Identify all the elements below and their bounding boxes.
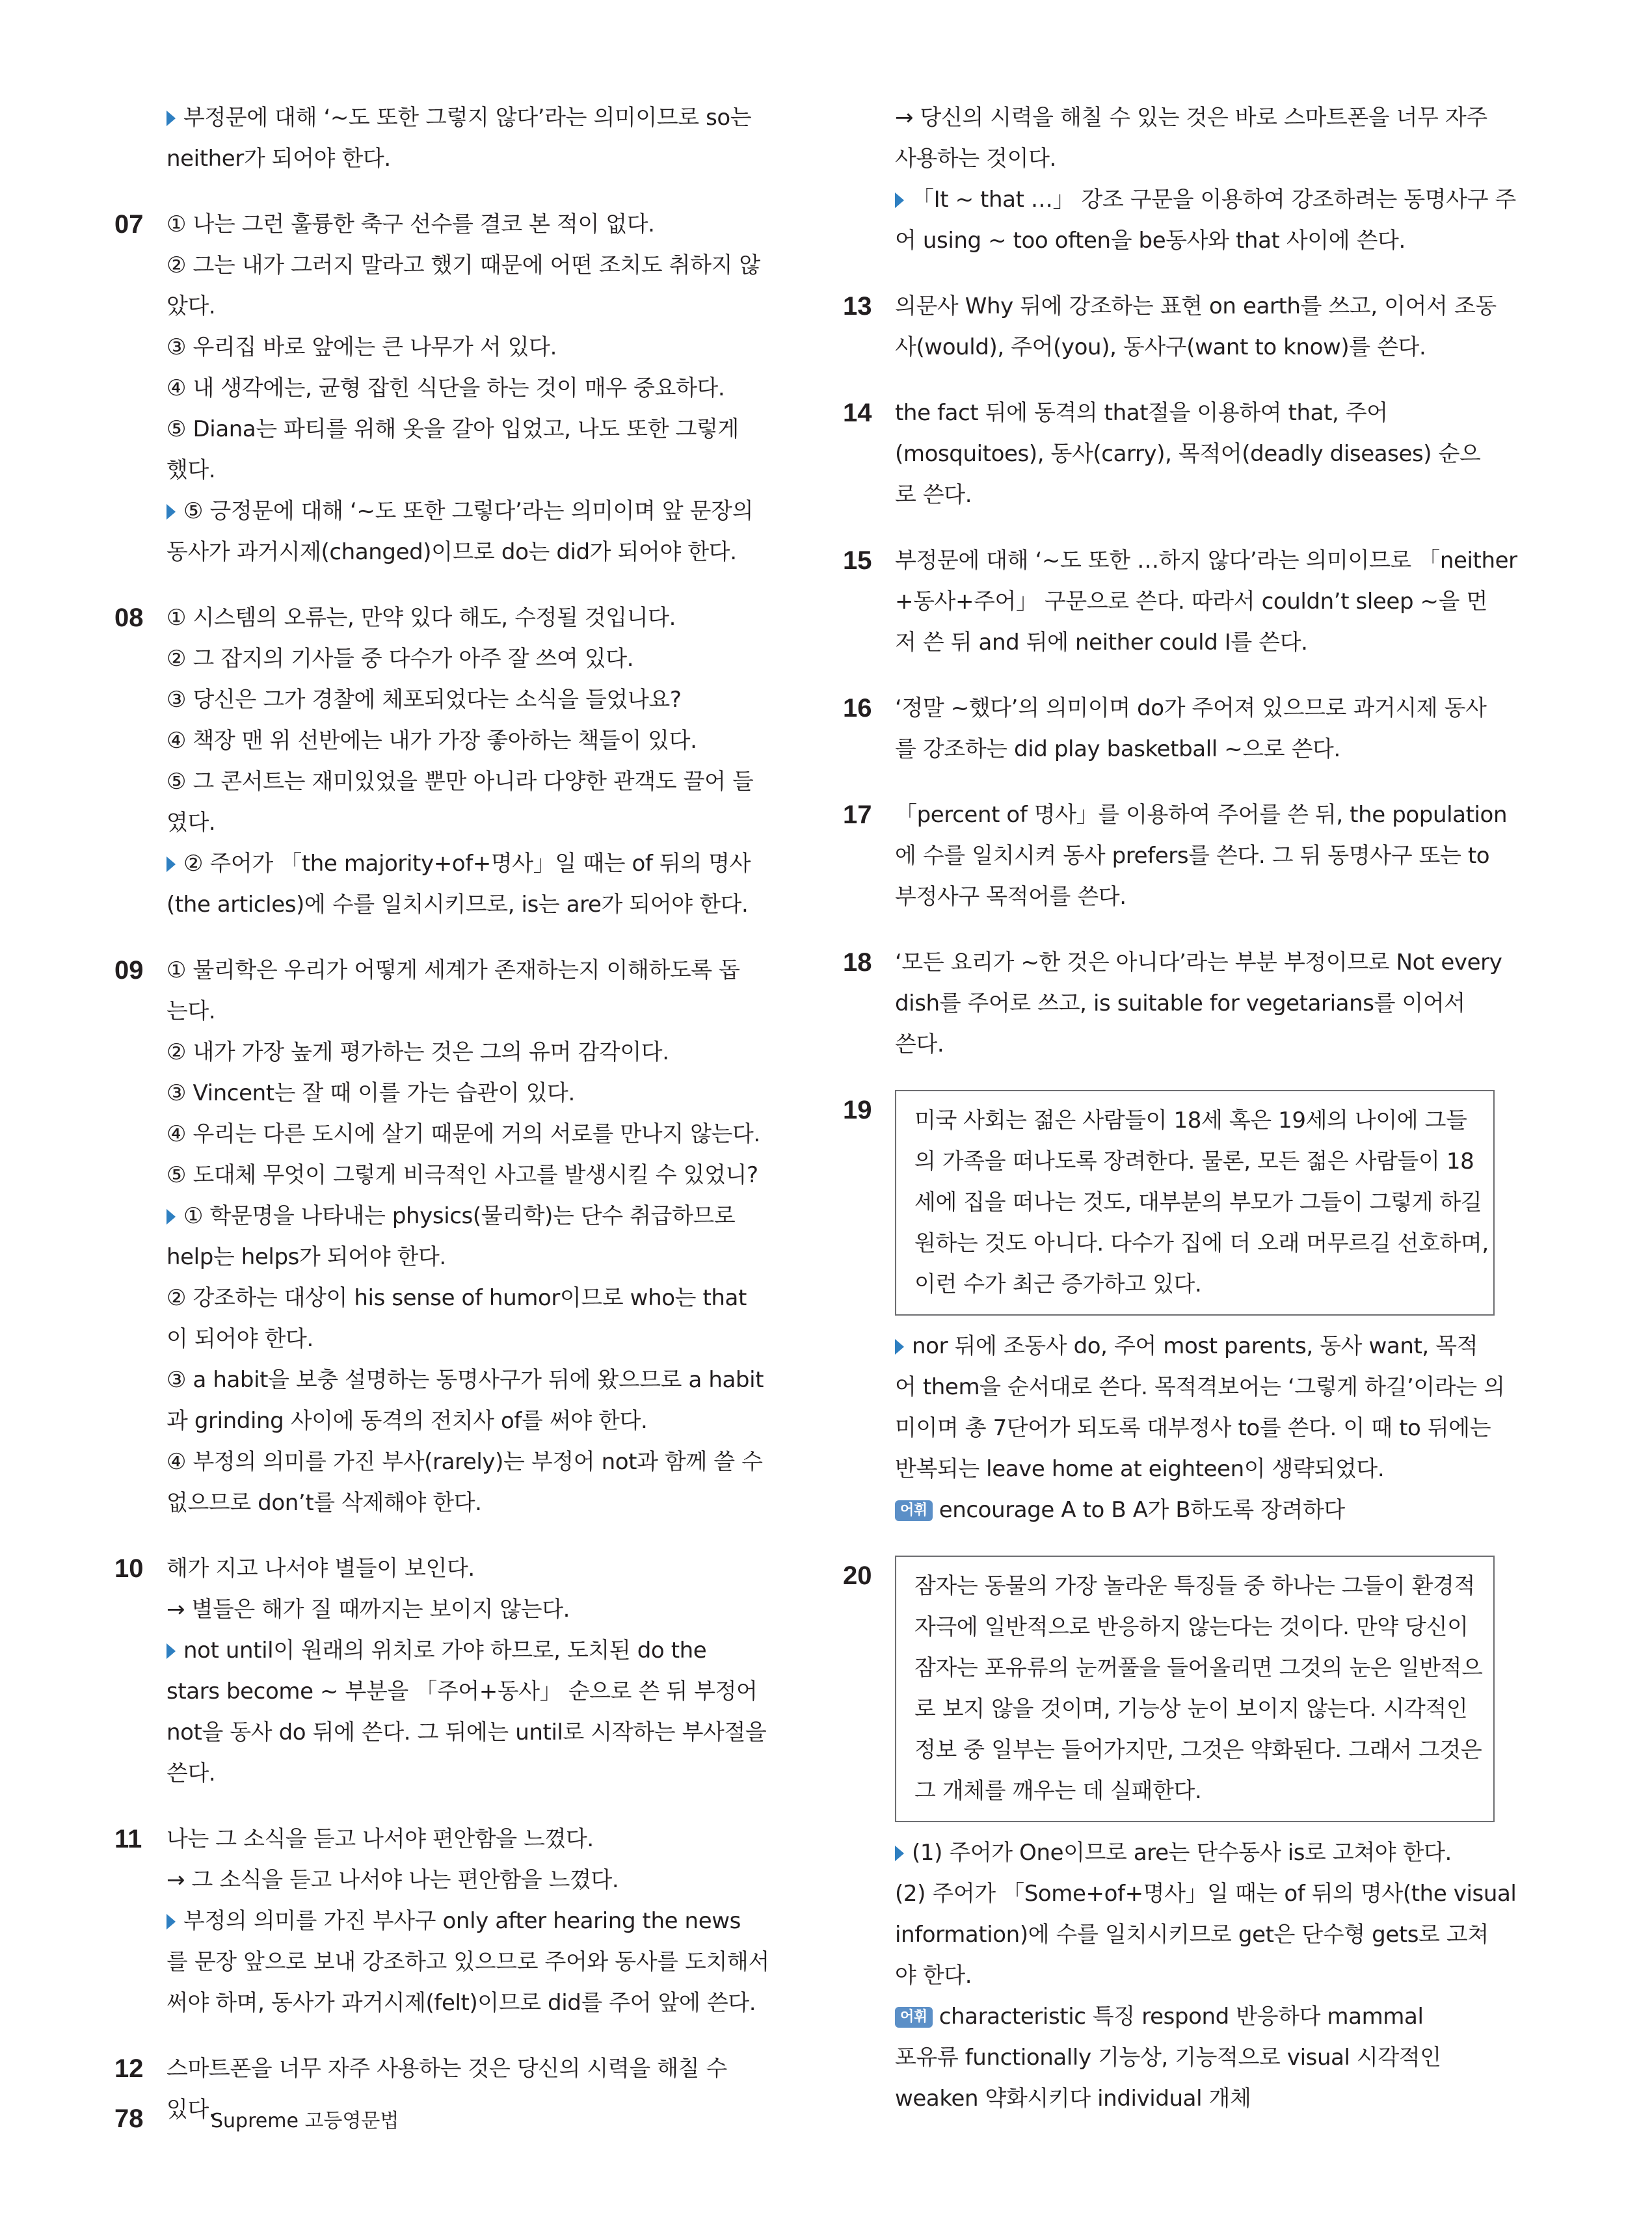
line-text: 의 가족을 떠나도록 장려한다. 물론, 모든 젊은 사람들이 18: [914, 1148, 1474, 1174]
line-text: 부정의 의미를 가진 부사구 only after hearing the news: [183, 1908, 741, 1934]
line-text: 사용하는 것이다.: [895, 146, 1056, 172]
line-text: → 그 소식을 듣고 나서야 나는 편안함을 느꼈다.: [167, 1867, 619, 1893]
line-text: 해가 지고 나서야 별들이 보인다.: [167, 1556, 475, 1582]
text-line: [167, 1319, 766, 1360]
line-text: ④ 책장 맨 위 선반에는 내가 가장 좋아하는 책들이 있다.: [167, 728, 697, 754]
text-line: [895, 1408, 1495, 1449]
line-text: 나는 그 소식을 듣고 나서야 편안함을 느꼈다.: [167, 1826, 594, 1852]
arrow-icon: [895, 1846, 904, 1861]
text-line: [895, 98, 1495, 139]
line-text: 로 보지 않을 것이며, 기능상 눈이 보이지 않는다. 시각적인: [914, 1696, 1468, 1722]
text-line: [167, 991, 766, 1032]
vocab-line: 포유류 functionally 기능상, 기능적으로 visual 시각적인: [895, 2045, 1441, 2071]
text-line: [895, 540, 1517, 581]
text-line: [895, 622, 1495, 663]
line-text: ④ 부정의 의미를 가진 부사(rarely)는 부정어 not과 함께 쓸 수: [167, 1449, 763, 1475]
translation-line: [914, 1100, 1476, 1141]
right-intro: [843, 98, 1516, 261]
line-text: ④ 내 생각에는, 균형 잡힌 식단을 하는 것이 매우 중요하다.: [167, 375, 725, 401]
line-text: ③ 우리집 바로 앞에는 큰 나무가 서 있다.: [167, 334, 557, 360]
text-line: [895, 1956, 1495, 1996]
line-text: ‘모든 요리가 ~한 것은 아니다’라는 부분 부정이므로 Not every: [895, 949, 1502, 975]
left-column: [114, 98, 769, 2155]
line-text: ① 물리학은 우리가 어떻게 세계가 존재하는지 이해하도록 돕: [167, 957, 740, 983]
line-text: ‘정말 ~했다’의 의미이며 do가 주어져 있으므로 과거시제 동사: [895, 695, 1487, 721]
line-text: 과 grinding 사이에 동격의 전치사 of를 써야 한다.: [167, 1408, 648, 1434]
line-text: 잠자는 동물의 가장 놀라운 특징들 중 하나는 그들이 환경적: [914, 1573, 1475, 1599]
text-line: [167, 98, 766, 139]
item-number: 20: [843, 1561, 872, 1590]
line-text: 「percent of 명사」를 이용하여 주어를 쓴 뒤, the population: [895, 802, 1508, 828]
text-line: [895, 1915, 1495, 1956]
translation-line: [914, 1607, 1476, 1648]
text-line: [167, 1073, 766, 1114]
line-text: ② 그 잡지의 기사들 중 다수가 아주 잘 쓰여 있다.: [167, 646, 634, 672]
item-number: 13: [843, 292, 872, 321]
line-text: 자극에 일반적으로 반응하지 않는다는 것이다. 만약 당신이: [914, 1614, 1469, 1640]
text-line: [167, 368, 766, 409]
vocab-line: [895, 1996, 1495, 2037]
answer-item-08: [114, 598, 766, 925]
arrow-icon: [167, 856, 176, 872]
line-text: 정보 중 일부는 들어가지만, 그것은 약화된다. 그래서 그것은: [914, 1737, 1482, 1763]
line-text: ⑤ 긍정문에 대해 ‘~도 또한 그렇다’라는 의미이며 앞 문장의: [183, 498, 754, 524]
line-text: help는 helps가 되어야 한다.: [167, 1244, 446, 1270]
text-line: [895, 983, 1495, 1024]
item-number: 16: [843, 694, 872, 723]
line-text: 세에 집을 떠나는 것도, 대부분의 부모가 그들이 그렇게 하길: [914, 1189, 1482, 1215]
line-text: 「It ~ that …」 강조 구문을 이용하여 강조하려는 동명사구 주: [912, 187, 1516, 213]
line-text: 동사가 과거시제(changed)이므로 do는 did가 되어야 한다.: [167, 539, 737, 565]
text-line: [167, 1237, 766, 1278]
line-text: 의문사 Why 뒤에 강조하는 표현 on earth를 쓰고, 이어서 조동: [895, 293, 1497, 319]
text-line: [167, 802, 766, 843]
text-line: [167, 1630, 766, 1671]
answer-item-20: [843, 1556, 1517, 2119]
translation-line: [914, 1730, 1482, 1771]
line-text: 써야 하며, 동사가 과거시제(felt)이므로 did를 주어 앞에 쓴다.: [167, 1990, 756, 2016]
answer-item-17: [843, 795, 1508, 918]
answer-item-15: [843, 540, 1517, 663]
line-text: ③ Vincent는 잘 때 이를 가는 습관이 있다.: [167, 1080, 575, 1106]
line-text: 를 강조하는 did play basketball ~으로 쓴다.: [895, 736, 1340, 762]
vocab-text: characteristic 특징 respond 반응하다 mammal: [939, 2004, 1424, 2030]
text-line: [895, 327, 1495, 368]
text-line: [167, 884, 766, 925]
line-text: ② 그는 내가 그러지 말라고 했기 때문에 어떤 조치도 취하지 않: [167, 252, 760, 278]
item-number: 12: [114, 2054, 144, 2083]
line-text: 부정사구 목적어를 쓴다.: [895, 884, 1126, 910]
line-text: 있다.: [167, 2097, 216, 2123]
vocab-tag: 어휘: [895, 2007, 933, 2028]
answer-item-10: [114, 1548, 766, 1794]
item-number: 19: [843, 1096, 872, 1124]
line-text: (the articles)에 수를 일치시키므로, is는 are가 되어야 한다.: [167, 892, 749, 918]
text-line: [167, 450, 766, 491]
line-text: +동사+주어」 구문으로 쓴다. 따라서 couldn’t sleep ~을 먼: [895, 589, 1487, 615]
text-line: [167, 532, 766, 573]
line-text: 어 them을 순서대로 쓴다. 목적격보어는 ‘그렇게 하길’이라는 의: [895, 1374, 1505, 1400]
left-intro: [114, 98, 766, 179]
text-line: [895, 286, 1495, 327]
item-number: 18: [843, 948, 872, 977]
translation-line: [914, 1223, 1489, 1264]
line-text: ① 나는 그런 훌륭한 축구 선수를 결코 본 적이 없다.: [167, 211, 655, 237]
item-number: 17: [843, 801, 872, 829]
line-text: ③ 당신은 그가 경찰에 체포되었다는 소식을 들었나요?: [167, 687, 682, 713]
line-text: ⑤ 도대체 무엇이 그렇게 비극적인 사고를 발생시킬 수 있었니?: [167, 1162, 758, 1188]
translation-box: [895, 1556, 1495, 1822]
answer-item-09: [114, 950, 766, 1524]
line-text: 에 수를 일치시켜 동사 prefers를 쓴다. 그 뒤 동명사구 또는 to: [895, 843, 1490, 869]
arrow-icon: [167, 1209, 176, 1225]
text-line: [895, 1326, 1495, 1367]
text-line: [167, 639, 766, 680]
answer-item-07: [114, 204, 766, 573]
line-text: nor 뒤에 조동사 do, 주어 most parents, 동사 want, 목적: [912, 1333, 1478, 1359]
line-text: 어 using ~ too often을 be동사와 that 사이에 쓴다.: [895, 228, 1406, 254]
item-number: 09: [114, 956, 144, 985]
text-line: [167, 1442, 766, 1483]
text-line: [895, 1367, 1505, 1408]
text-line: [167, 327, 766, 368]
line-text: 미국 사회는 젊은 사람들이 18세 혹은 19세의 나이에 그들: [914, 1107, 1467, 1134]
line-text: ② 내가 가장 높게 평가하는 것은 그의 유머 감각이다.: [167, 1039, 669, 1065]
line-text: 쓴다.: [167, 1760, 216, 1786]
arrow-icon: [167, 504, 176, 520]
translation-line: [914, 1264, 1476, 1305]
line-text: 사(would), 주어(you), 동사구(want to know)를 쓴다.: [895, 334, 1426, 360]
text-line: [167, 1032, 766, 1073]
line-text: 는다.: [167, 998, 216, 1024]
line-text: 이 되어야 한다.: [167, 1326, 313, 1352]
text-line: [167, 1589, 766, 1630]
line-text: 로 쓴다.: [895, 482, 972, 508]
line-text: information)에 수를 일치시키므로 get은 단수형 gets로 고쳐: [895, 1922, 1489, 1948]
line-text: not until이 원래의 위치로 가야 하므로, 도치된 do the: [183, 1638, 707, 1664]
text-line: [167, 2049, 766, 2089]
text-line: [167, 762, 766, 802]
translation-line: [914, 1689, 1476, 1730]
text-line: [895, 1833, 1495, 1874]
text-line: [895, 139, 1495, 179]
line-text: 저 쓴 뒤 and 뒤에 neither could I를 쓴다.: [895, 630, 1308, 656]
left-items: [114, 204, 769, 2130]
text-line: [895, 475, 1495, 516]
text-line: [167, 1819, 766, 1860]
line-text: ② 주어가 「the majority+of+명사」일 때는 of 뒤의 명사: [183, 851, 751, 877]
line-text: → 당신의 시력을 해칠 수 있는 것은 바로 스마트폰을 너무 자주: [895, 105, 1487, 131]
text-line: [167, 1114, 766, 1155]
line-text: 였다.: [167, 810, 216, 836]
line-text: (1) 주어가 One이므로 are는 단수동사 is로 고쳐야 한다.: [912, 1840, 1452, 1866]
text-line: [895, 179, 1516, 220]
line-text: (mosquitoes), 동사(carry), 목적어(deadly diseases) 순으: [895, 441, 1481, 467]
text-line: [895, 729, 1495, 770]
line-text: (2) 주어가 「Some+of+명사」일 때는 of 뒤의 명사(the visual: [895, 1881, 1517, 1907]
line-text: not을 동사 do 뒤에 쓴다. 그 뒤에는 until로 시작하는 부사절을: [167, 1719, 767, 1745]
text-line: [895, 1449, 1495, 1490]
arrow-icon: [167, 111, 176, 126]
line-text: 잠자는 포유류의 눈꺼풀을 들어올리면 그것의 눈은 일반적으: [914, 1655, 1483, 1681]
line-text: 반복되는 leave home at eighteen이 생략되었다.: [895, 1456, 1385, 1482]
item-number: 10: [114, 1554, 144, 1583]
text-line: [895, 877, 1495, 918]
text-line: [167, 1196, 766, 1237]
line-text: 쓴다.: [895, 1031, 944, 1057]
text-line: [167, 721, 766, 762]
text-line: [167, 1278, 766, 1319]
text-line: [895, 1874, 1517, 1915]
text-line: [167, 1483, 766, 1524]
text-line: [167, 1942, 769, 1983]
line-text: ① 시스템의 오류는, 만약 있다 해도, 수정될 것입니다.: [167, 605, 676, 631]
line-text: 그 개체를 깨우는 데 실패한다.: [914, 1778, 1202, 1804]
line-text: 야 한다.: [895, 1963, 972, 1989]
arrow-icon: [895, 192, 904, 208]
line-text: ② 강조하는 대상이 his sense of humor이므로 who는 that: [167, 1285, 747, 1311]
item-number: 11: [114, 1825, 142, 1853]
vocab-tag: 어휘: [895, 1500, 933, 1521]
arrow-icon: [895, 1339, 904, 1355]
text-line: [167, 139, 766, 179]
arrow-icon: [167, 1914, 176, 1930]
text-line: [167, 950, 766, 991]
text-line: [895, 220, 1495, 261]
line-text: dish를 주어로 쓰고, is suitable for vegetarians를 이어서: [895, 990, 1465, 1016]
line-text: 부정문에 대해 ‘~도 또한 …하지 않다’라는 의미이므로 「neither: [895, 548, 1517, 574]
line-text: ⑤ 그 콘서트는 재미있었을 뿐만 아니라 다양한 관객도 끌어 들: [167, 769, 754, 795]
arrow-icon: [167, 1643, 176, 1659]
book-title: Supreme 고등영문법: [211, 2110, 399, 2132]
translation-box: [895, 1090, 1495, 1316]
text-line: [167, 1155, 766, 1196]
page-number: 78: [114, 2104, 144, 2133]
translation-line: [914, 1141, 1476, 1182]
text-line: [167, 1753, 766, 1794]
text-line: [167, 598, 766, 639]
answer-item-14: [843, 393, 1495, 516]
translation-line: [914, 1648, 1483, 1689]
text-line: [167, 680, 766, 721]
line-text: ⑤ Diana는 파티를 위해 옷을 갈아 입었고, 나도 또한 그렇게: [167, 416, 739, 442]
right-column: [843, 98, 1517, 2144]
text-line: [167, 491, 766, 532]
answer-item-16: [843, 688, 1495, 770]
text-line: [167, 1401, 766, 1442]
text-line: [895, 393, 1495, 434]
text-line: [167, 1671, 766, 1712]
translation-line: [914, 1566, 1476, 1607]
text-line: [895, 836, 1495, 877]
line-text: ③ a habit을 보충 설명하는 동명사구가 뒤에 왔으므로 a habit: [167, 1367, 764, 1393]
line-text: 했다.: [167, 457, 216, 483]
text-line: [167, 843, 766, 884]
text-line: [167, 1901, 766, 1942]
line-text: 부정문에 대해 ‘~도 또한 그렇지 않다’라는 의미이므로 so는: [183, 105, 752, 131]
text-line: [895, 581, 1495, 622]
line-text: 를 문장 앞으로 보내 강조하고 있으므로 주어와 동사를 도치해서: [167, 1949, 769, 1975]
vocab-text: encourage A to B A가 B하도록 장려하다: [939, 1497, 1345, 1523]
text-line: [895, 1024, 1495, 1065]
vocab-line: weaken 약화시키다 individual 개체: [895, 2086, 1251, 2112]
text-line: [895, 795, 1508, 836]
line-text: neither가 되어야 한다.: [167, 146, 391, 172]
text-line: [895, 434, 1495, 475]
text-line: [167, 409, 766, 450]
line-text: ④ 우리는 다른 도시에 살기 때문에 거의 서로를 만나지 않는다.: [167, 1121, 760, 1147]
line-text: stars become ~ 부분을 「주어+동사」 순으로 쓴 뒤 부정어: [167, 1678, 758, 1704]
answer-item-13: [843, 286, 1495, 368]
page-footer: [114, 2104, 399, 2134]
answer-item-11: [114, 1819, 769, 2024]
item-number: 08: [114, 603, 144, 632]
line-text: 원하는 것도 아니다. 다수가 집에 더 오래 머무르길 선호하며,: [914, 1230, 1489, 1256]
answer-item-19: [843, 1090, 1505, 1531]
answer-item-18: [843, 942, 1502, 1065]
line-text: → 별들은 해가 질 때까지는 보이지 않는다.: [167, 1597, 570, 1623]
line-text: 없으므로 don’t를 삭제해야 한다.: [167, 1490, 482, 1516]
text-line: [167, 1983, 766, 2024]
line-text: 았다.: [167, 293, 216, 319]
line-text: 스마트폰을 너무 자주 사용하는 것은 당신의 시력을 해칠 수: [167, 2056, 727, 2082]
translation-line: [914, 1182, 1482, 1223]
item-number: 15: [843, 546, 872, 575]
text-line: [895, 688, 1495, 729]
text-line: [895, 942, 1502, 983]
item-number: 07: [114, 210, 144, 239]
right-items: [843, 286, 1517, 1065]
item-number: 14: [843, 399, 872, 427]
text-line: [167, 1860, 766, 1901]
vocab-line: [895, 1490, 1495, 1531]
translation-line: [914, 1771, 1476, 1812]
line-text: the fact 뒤에 동격의 that절을 이용하여 that, 주어: [895, 400, 1388, 426]
text-line: [167, 1548, 766, 1589]
text-line: [167, 286, 766, 327]
text-line: [167, 204, 766, 245]
text-line: [167, 1360, 766, 1401]
line-text: ① 학문명을 나타내는 physics(물리학)는 단수 취급하므로: [183, 1203, 736, 1229]
text-line: [167, 1712, 766, 1753]
text-line: [167, 245, 766, 286]
line-text: 미이며 총 7단어가 되도록 대부정사 to를 쓴다. 이 때 to 뒤에는: [895, 1415, 1491, 1441]
line-text: 이런 수가 최근 증가하고 있다.: [914, 1271, 1202, 1297]
